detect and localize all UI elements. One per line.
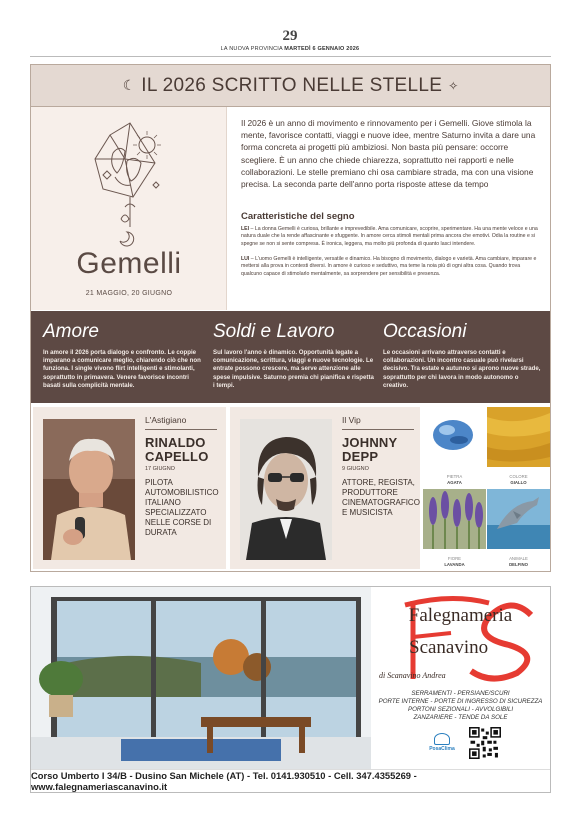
certification-label: PosaClima: [429, 746, 455, 752]
interior-photo: [31, 587, 371, 769]
forecast-occasioni: [383, 321, 545, 390]
lucky-animal-tile: [487, 489, 550, 570]
publication-name: LA NUOVA PROVINCIA: [220, 46, 283, 52]
horoscope-section: [30, 64, 551, 572]
characteristics-title: Caratteristiche del segno: [241, 211, 355, 222]
sign-panel: [31, 107, 227, 310]
lui-text: – L'uomo Gemelli è intelligente, versatile e dinamico. Ha bisogno di movimento, dialogo e varietà. Ama cambiare, imparare e mettersi alla prova in contesti diversi. In amore è curioso e seduttivo, ma teme la noia più di ogni altra cosa. Quando trova qualcuno capace di stimolarlo mentalmente, sa sorprendere per sensibilità e presenza.: [241, 256, 537, 277]
person-info: [145, 415, 225, 538]
forecast-amore: [43, 321, 205, 390]
person-name-last: CAPELLO: [145, 449, 209, 464]
lucky-color-tile: [487, 407, 550, 488]
page-meta: [0, 46, 580, 52]
lucky-stone-tile: [423, 407, 486, 488]
person-card-vip: [230, 407, 420, 569]
divider: [342, 429, 414, 430]
house-icon: [434, 733, 450, 745]
certification-badge: [427, 733, 457, 759]
brand-name-line2: Scanavino: [409, 637, 489, 658]
divider: [145, 429, 217, 430]
lucky-flower-tile: [423, 489, 486, 570]
lucky-value: GIALLO: [510, 480, 527, 485]
characteristics-lui: [241, 256, 541, 278]
advertisement: [30, 586, 551, 793]
moon-icon: ☾: [122, 77, 136, 93]
forecast-heading: Soldi e Lavoro: [213, 321, 335, 342]
horoscope-title: IL 2026 SCRITTO NELLE STELLE: [141, 74, 443, 96]
ad-footer-contacts: Corso Umberto I 34/B - Dusino San Michele (AT) - Tel. 0141.930510 - Cell. 347.4355269 - www.falegnameriascanavino.it: [31, 769, 550, 792]
person-info: [342, 415, 422, 518]
lui-label: LUI: [241, 256, 250, 262]
horoscope-banner: [31, 65, 550, 107]
person-name-first: JOHNNY: [342, 435, 398, 450]
lei-text: – La donna Gemelli è curiosa, brillante e imprevedibile. Ama comunicare, scoprire, sperimentare. Ha una mente veloce e una natura duale che la rende affascinante e sfuggente. In amore cerca stimoli mentali prima ancora che emotivi. Odia la routine e si spegne se non si sente compresa. È ironica, leggera, ma molto più profonda di quanto lasci intendere.: [241, 226, 538, 247]
yellow-swatch-icon: [487, 407, 550, 467]
service-line: ZANZARIERE - TENDE DA SOLE: [413, 714, 508, 721]
forecast-soldi-lavoro: [213, 321, 375, 390]
person-name-last: DEPP: [342, 449, 379, 464]
brand-name-line1: Falegnameria: [408, 605, 513, 626]
sign-name: Gemelli: [76, 247, 182, 280]
brand-panel: [371, 587, 550, 769]
lucky-tiles: [423, 407, 550, 569]
forecast-band: [31, 311, 550, 403]
person-name-first: RINALDO: [145, 435, 206, 450]
dolphin-icon: [487, 489, 550, 549]
header-rule: [30, 56, 551, 57]
lucky-category: FIORE: [447, 556, 462, 561]
characteristics-lei: [241, 226, 541, 248]
lucky-value: LAVANDA: [444, 562, 465, 567]
sign-dates: 21 MAGGIO, 20 GIUGNO: [85, 290, 173, 297]
lucky-category: ANIMALE: [509, 556, 528, 561]
person-birthdate: 9 GIUGNO: [342, 466, 369, 472]
person-description: PILOTA AUTOMOBILISTICO ITALIANO SPECIALIZZATO NELLE CORSE DI DURATA: [145, 478, 219, 537]
lucky-value: AGATA: [447, 480, 462, 485]
lucky-category: PIETRA: [446, 474, 463, 479]
forecast-text: In amore il 2026 porta dialogo e confronto. Le coppie imparano a comunicare meglio, chiarendo ciò che non funziona. I single vivono flirt intelligenti e stimolanti, soprattutto in primavera. Venere favorisce incontri basati sulla complicità mentale.: [43, 349, 201, 389]
lei-label: LEI: [241, 226, 250, 232]
forecast-text: Sul lavoro l'anno è dinamico. Opportunità legate a comunicazione, scrittura, viaggi e nuove tecnologie. Le entrate possono crescere, ma serve attenzione alle spese impulsive. Saturno premia chi pianifica e rispetta i tempi.: [213, 349, 374, 389]
page-number: 29: [282, 28, 298, 44]
lucky-value: DELFINO: [509, 562, 528, 567]
person-card-astigiano: [33, 407, 226, 569]
forecast-heading: Amore: [43, 321, 99, 342]
issue-date: MARTEDÌ 6 GENNAIO 2026: [284, 46, 360, 52]
portrait-photo: [240, 419, 332, 560]
horoscope-intro: Il 2026 è un anno di movimento e rinnovamento per i Gemelli. Giove stimola la mente, favorisce contatti, viaggi e nuove idee, mentre Saturno invita a dare una forma concreta ai progetti più ambiziosi. Non basta più pensare: occorre scegliere. È un anno che chiede chiarezza, soprattutto nei rapporti e nelle collaborazioni. Le stelle premiano chi osa cambiare strada, ma con una visione precisa. La seconda parte dell'anno porta risposte attese da tempo: [241, 118, 536, 190]
agate-stone-icon: [423, 407, 486, 467]
person-kicker: L'Astigiano: [145, 415, 187, 425]
forecast-text: Le occasioni arrivano attraverso contatti e collaborazioni. Un incontro casuale può rivelarsi decisivo. Tra estate e autunno si aprono nuove strade, soprattutto per chi lavora in modo autonomo o creativo.: [383, 349, 541, 389]
lavender-flower-icon: [423, 489, 486, 549]
page-header: [0, 28, 580, 52]
service-line: PORTE INTERNE - PORTE DI INGRESSO DI SICUREZZA: [378, 698, 543, 705]
person-description: ATTORE, REGISTA, PRODUTTORE CINEMATOGRAFICO E MUSICISTA: [342, 478, 420, 517]
person-birthdate: 17 GIUGNO: [145, 466, 175, 472]
service-line: SERRAMENTI - PERSIANE/SCURI: [411, 690, 510, 697]
gemini-illustration-icon: [75, 115, 185, 255]
sparkle-icon: ✧: [448, 78, 459, 93]
forecast-heading: Occasioni: [383, 321, 467, 342]
brand-services: [371, 690, 550, 722]
portrait-photo: [43, 419, 135, 560]
lucky-category: COLORE: [509, 474, 528, 479]
brand-owner: di Scanavino Andrea: [379, 671, 446, 680]
person-kicker: Il Vip: [342, 415, 361, 425]
qr-code-icon: [469, 727, 501, 759]
service-line: PORTONI SEZIONALI - AVVOLGIBILI: [407, 706, 514, 713]
